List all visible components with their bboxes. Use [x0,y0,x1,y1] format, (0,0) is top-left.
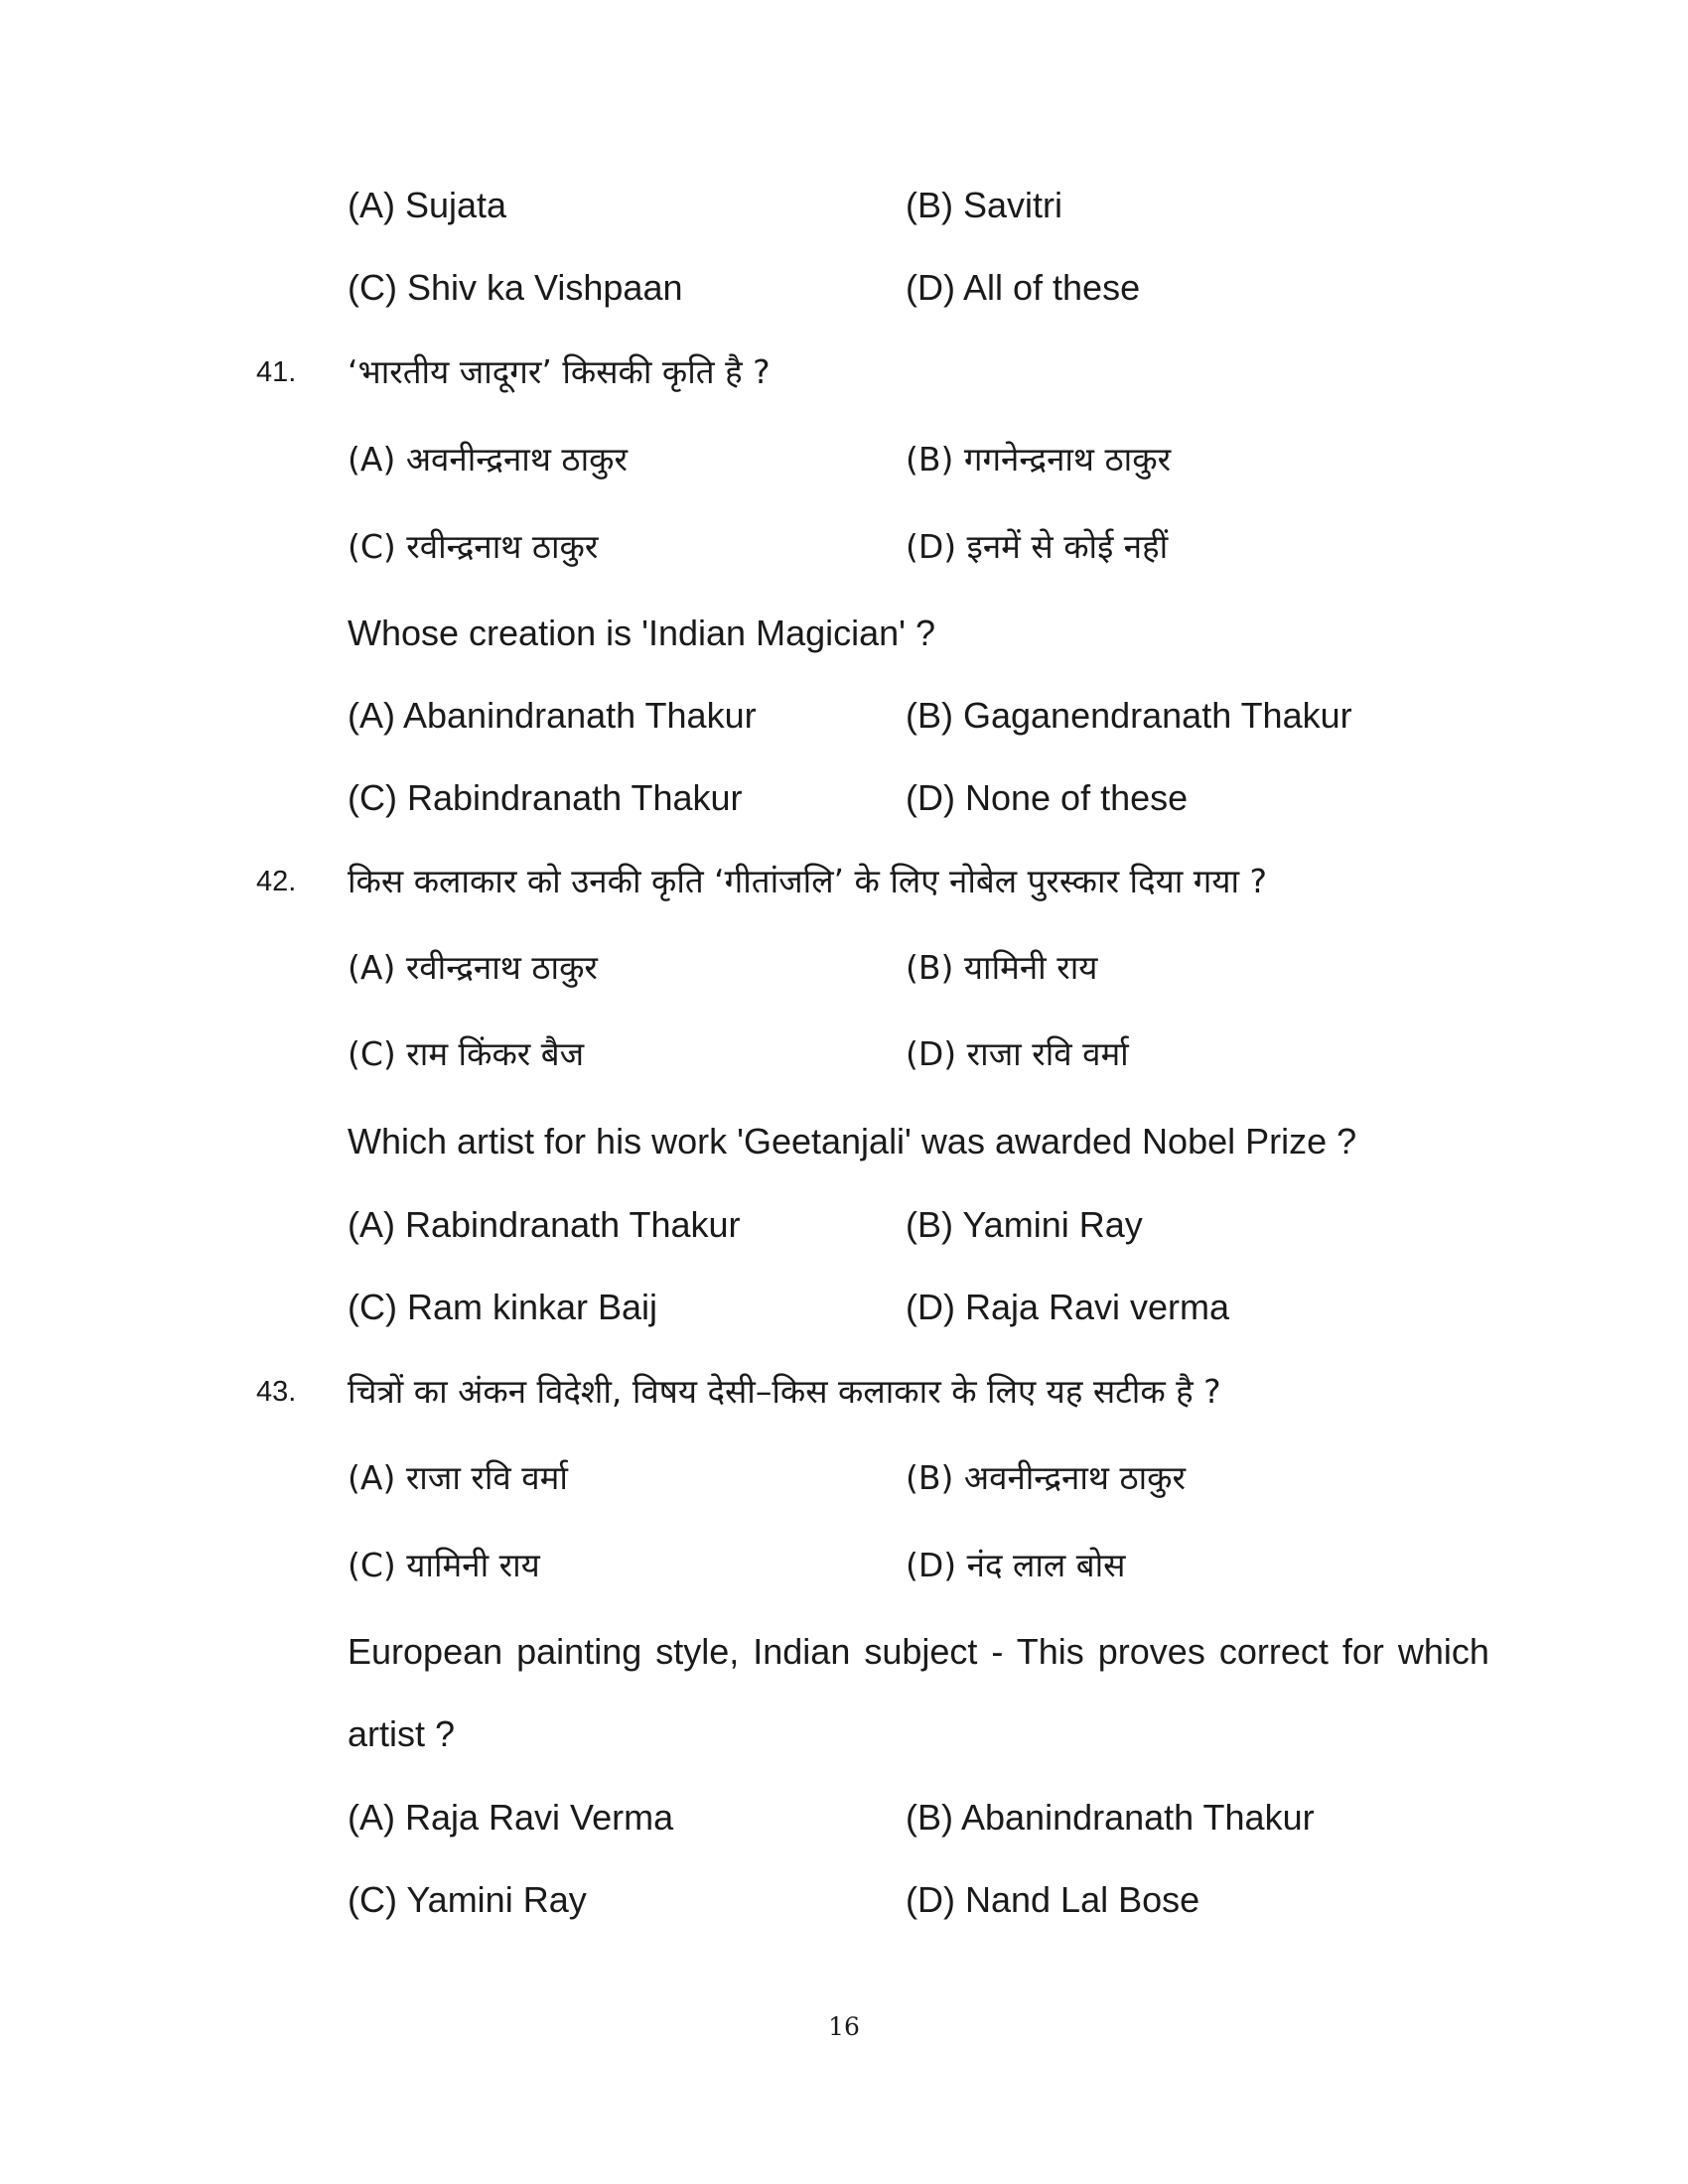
option-c: (C) Ram kinkar Baij [348,1287,658,1327]
option-b: (B) अवनीन्द्रनाथ ठाकुर [906,1458,1187,1497]
question-text: किस कलाकार को उनकी कृति ‘गीतांजलि’ के लिए नोबेल पुरस्कार दिया गया ? [348,862,1268,900]
option-c: (C) राम किंकर बैज [348,1034,585,1073]
question-43-hindi [0,1362,1688,1422]
question-42-english [0,1112,1688,1171]
option-d: (D) All of these [906,267,1141,308]
question-text-line-2: artist ? [348,1713,456,1754]
question-text: Which artist for his work 'Geetanjali' was awarded Nobel Prize ? [348,1121,1357,1161]
option-b: (B) Savitri [906,185,1063,225]
option-row [0,1870,1688,1930]
question-43-english-continued [0,1705,1688,1764]
option-b: (B) गगनेन्द्रनाथ ठाकुर [906,440,1172,478]
option-c: (C) Rabindranath Thakur [348,777,743,818]
option-a: (A) रवीन्द्रनाथ ठाकुर [348,948,598,987]
option-d: (D) None of these [906,777,1189,818]
question-text: ‘भारतीय जादूगर’ किसकी कृति है ? [348,352,771,391]
option-d: (D) Raja Ravi verma [906,1287,1230,1327]
option-a: (A) Abanindranath Thakur [348,695,757,736]
page-number: 16 [828,2012,860,2041]
option-c: (C) Yamini Ray [348,1879,587,1920]
question-43-english [0,1622,1688,1682]
option-d: (D) Nand Lal Bose [906,1879,1200,1920]
option-row [0,686,1688,746]
option-c: (C) यामिनी राय [348,1546,540,1584]
option-a: (A) Rabindranath Thakur [348,1204,741,1245]
option-c: (C) Shiv ka Vishpaan [348,267,683,308]
option-row [0,258,1688,318]
option-a: (A) राजा रवि वर्मा [348,1458,568,1497]
option-a: (A) अवनीन्द्रनाथ ठाकुर [348,440,628,478]
option-row [0,1448,1688,1508]
question-number: 41. [256,356,297,388]
option-b: (B) Gaganendranath Thakur [906,695,1352,736]
option-row [0,176,1688,235]
question-41-english [0,604,1688,663]
option-row [0,1024,1688,1084]
question-text: चित्रों का अंकन विदेशी, विषय देसी–किस कलाकार के लिए यह सटीक है ? [348,1372,1221,1411]
question-42-hindi [0,852,1688,911]
option-row [0,1278,1688,1337]
option-row [0,517,1688,577]
question-41-hindi [0,342,1688,402]
option-b: (B) यामिनी राय [906,948,1098,987]
question-text-line-1: European painting style, Indian subject - This proves correct for which [348,1631,1489,1672]
option-b: (B) Abanindranath Thakur [906,1797,1315,1838]
option-a: (A) Raja Ravi Verma [348,1797,674,1838]
option-row [0,1536,1688,1595]
question-number: 42. [256,866,297,897]
option-d: (D) इनमें से कोई नहीं [906,527,1169,566]
option-row [0,1195,1688,1255]
option-b: (B) Yamini Ray [906,1204,1143,1245]
option-row [0,1788,1688,1847]
question-number: 43. [256,1376,297,1408]
option-row [0,768,1688,828]
option-d: (D) राजा रवि वर्मा [906,1034,1129,1073]
question-text: Whose creation is 'Indian Magician' ? [348,613,936,653]
option-row [0,938,1688,998]
option-d: (D) नंद लाल बोस [906,1546,1126,1584]
option-c: (C) रवीन्द्रनाथ ठाकुर [348,527,599,566]
option-row [0,430,1688,489]
option-a: (A) Sujata [348,185,507,225]
